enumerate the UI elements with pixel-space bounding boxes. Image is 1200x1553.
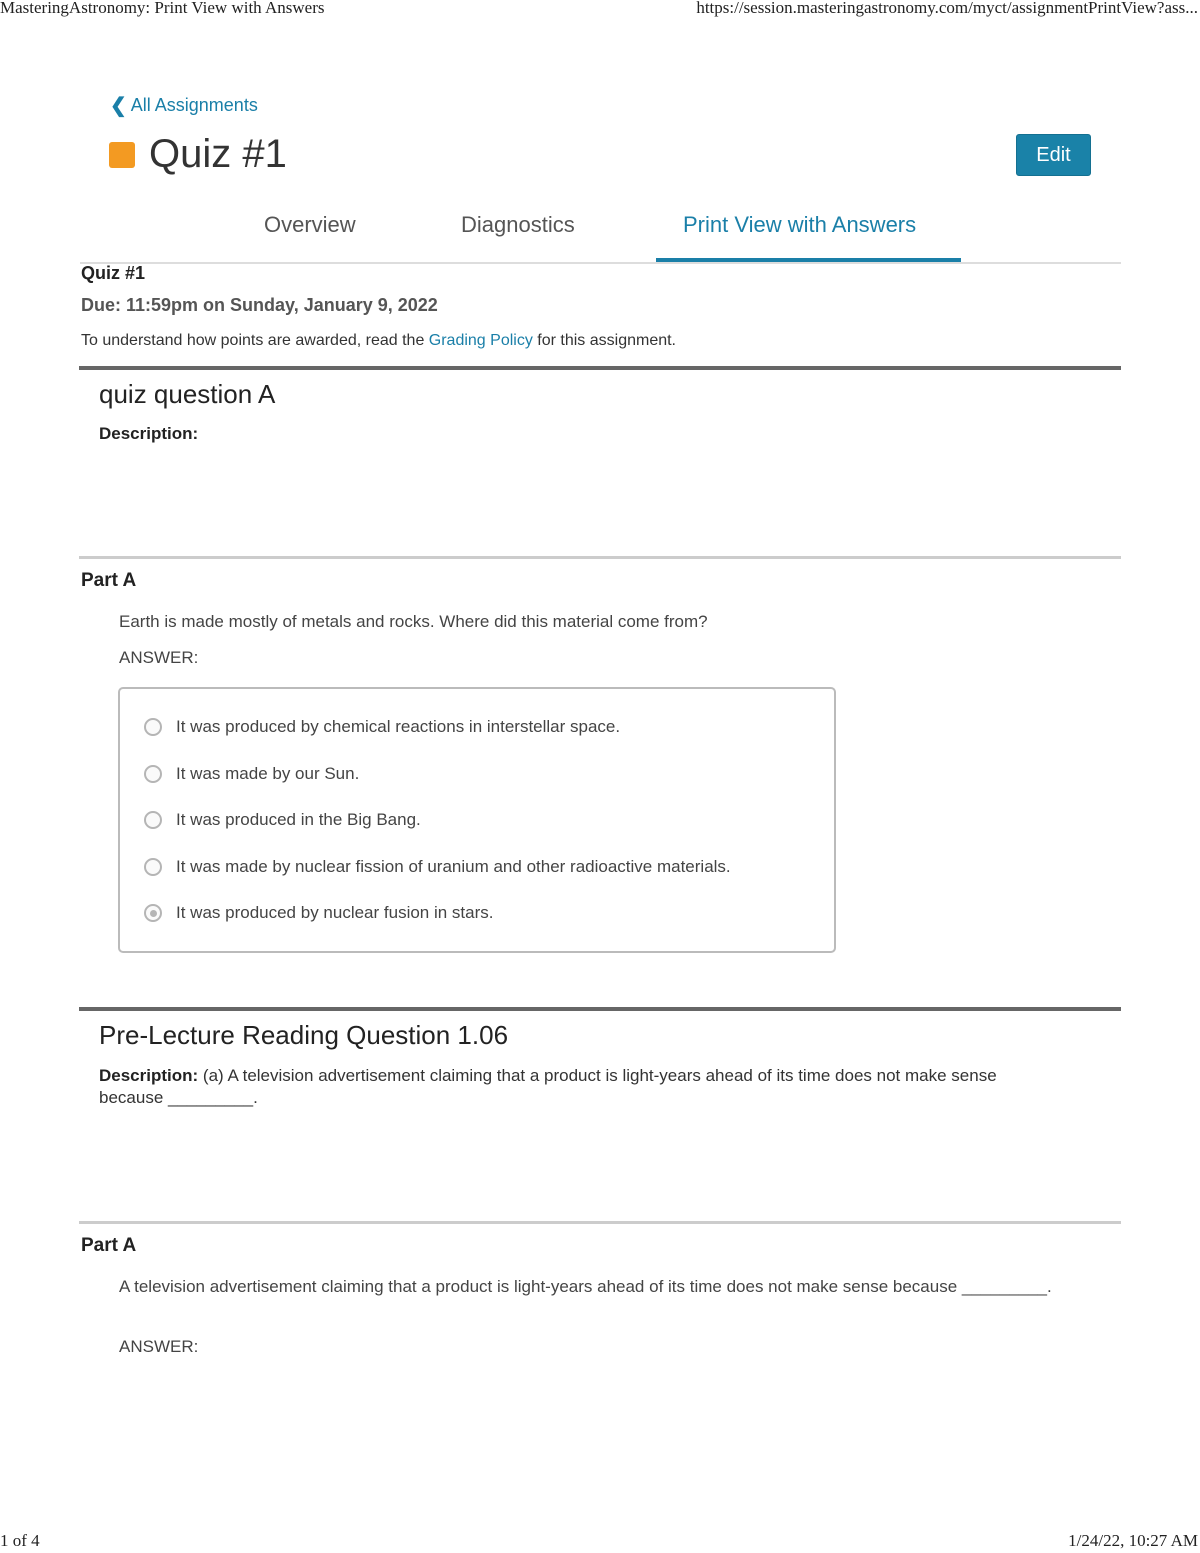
radio-button[interactable] (144, 811, 162, 829)
answer-choice-label: It was made by nuclear fission of uranium and other radioactive materials. (176, 857, 731, 876)
radio-button-checked[interactable] (144, 904, 162, 922)
part-divider (79, 556, 1121, 559)
tab-overview[interactable]: Overview (264, 212, 356, 237)
radio-button[interactable] (144, 718, 162, 736)
part-label: Part A (81, 570, 137, 591)
question-title: quiz question A (99, 379, 276, 409)
part-label: Part A (81, 1235, 137, 1256)
description-label: Description: (99, 1066, 199, 1085)
answer-label: ANSWER: (119, 648, 199, 667)
answer-choice-selected[interactable] (144, 903, 494, 923)
radio-button[interactable] (144, 858, 162, 876)
all-assignments-link[interactable] (110, 93, 258, 118)
print-page-title: MasteringAstronomy: Print View with Answers (0, 0, 325, 17)
question-description (99, 423, 1059, 445)
print-datetime: 1/24/22, 10:27 AM (1068, 1531, 1198, 1550)
description-label: Description: (99, 424, 199, 443)
edit-button[interactable]: Edit (1016, 134, 1091, 176)
tab-diagnostics[interactable]: Diagnostics (461, 212, 575, 237)
print-footer (0, 1529, 1200, 1553)
page-number: 1 of 4 (0, 1531, 40, 1550)
answer-choice-label: It was made by our Sun. (176, 764, 360, 783)
chevron-left-icon: ❮ (110, 95, 127, 117)
grading-policy-link[interactable]: Grading Policy (428, 332, 533, 349)
question-prompt: A television advertisement claiming that a product is light-years ahead of its time does not make sense because _________. (119, 1277, 1052, 1296)
answer-label: ANSWER: (119, 1337, 199, 1356)
answer-choice[interactable] (144, 717, 620, 737)
tab-bar (80, 200, 1121, 264)
answer-choice-label: It was produced by chemical reactions in interstellar space. (176, 717, 621, 736)
assignment-status-square-icon (109, 142, 135, 168)
assignment-due-date: Due: 11:59pm on Sunday, January 9, 2022 (81, 295, 438, 315)
grading-policy-suffix: for this assignment. (532, 332, 676, 349)
question-prompt: Earth is made mostly of metals and rocks. Where did this material come from? (119, 612, 708, 631)
print-header (0, 0, 1200, 20)
question-description (99, 1065, 1059, 1109)
answer-choices-box (118, 687, 836, 953)
answer-choice[interactable] (144, 857, 731, 877)
description-text: (a) A television advertisement claiming that a product is light-years ahead of its time does not make sense because _________. (99, 1066, 997, 1107)
grading-policy-prefix: To understand how points are awarded, read the (81, 332, 429, 349)
answer-choice[interactable] (144, 764, 359, 784)
print-url: https://session.masteringastronomy.com/myct/assignmentPrintView?ass... (696, 0, 1198, 17)
tab-print-view-with-answers[interactable]: Print View with Answers (683, 212, 917, 237)
part-divider (79, 1221, 1121, 1224)
question-divider (79, 1007, 1121, 1011)
grading-policy-text (81, 332, 676, 350)
question-divider (79, 366, 1121, 370)
page-title-row (109, 132, 287, 177)
answer-choice-label: It was produced by nuclear fusion in stars. (176, 903, 494, 922)
radio-button[interactable] (144, 765, 162, 783)
active-tab-indicator (656, 258, 961, 262)
answer-choice[interactable] (144, 810, 421, 830)
page-title: Quiz #1 (149, 132, 287, 176)
answer-choice-label: It was produced in the Big Bang. (176, 810, 421, 829)
assignment-title: Quiz #1 (81, 263, 146, 283)
question-title: Pre-Lecture Reading Question 1.06 (99, 1020, 509, 1050)
all-assignments-label: All Assignments (130, 95, 258, 115)
